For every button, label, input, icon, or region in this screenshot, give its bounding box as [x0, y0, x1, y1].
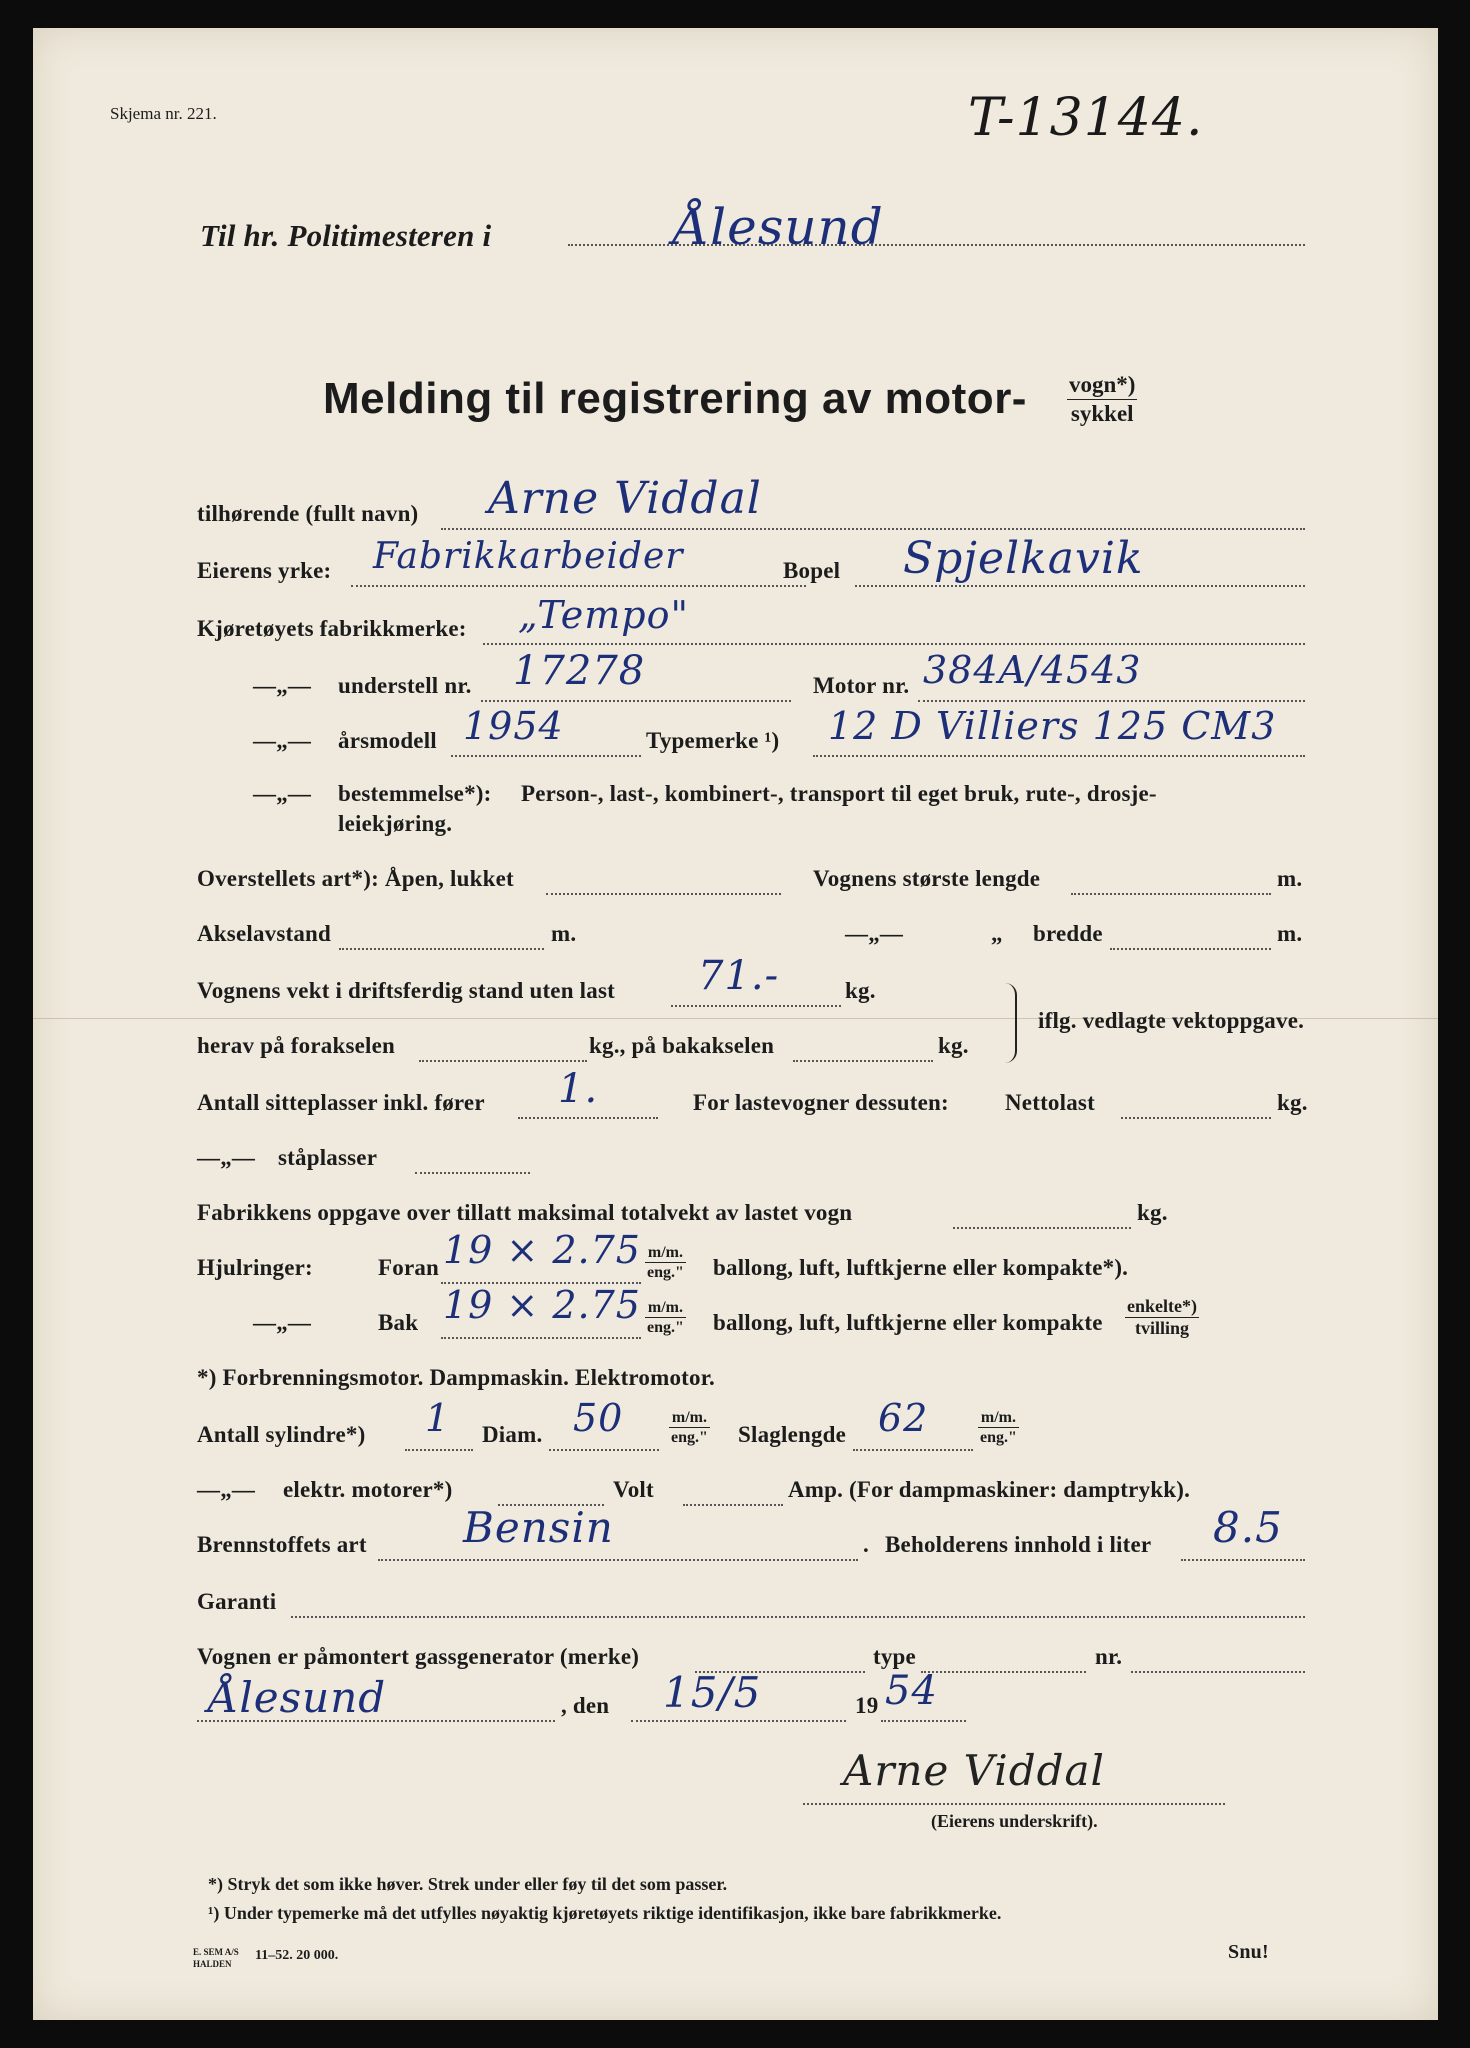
year-label: årsmodell [338, 728, 437, 753]
tyres-rear-unit: m/m. eng." [647, 1299, 684, 1336]
signature-caption: (Eierens underskrift). [931, 1811, 1098, 1831]
stroke-label: Slaglengde [738, 1422, 847, 1447]
length-label: Vognens største lengde [813, 866, 1041, 891]
gas-type-label: type [873, 1644, 916, 1669]
type-label: Typemerke ¹) [646, 728, 780, 753]
wheelbase-line [339, 948, 544, 950]
stroke-line [853, 1449, 973, 1451]
cylinders-value: 1 [425, 1396, 451, 1440]
seats-line [518, 1117, 658, 1119]
standing-dash: —„— [197, 1145, 256, 1170]
occupation-line [351, 585, 806, 587]
guarantee-line [291, 1616, 1305, 1618]
max-weight-line [953, 1227, 1131, 1229]
standing-line [415, 1172, 530, 1174]
addressee-value: Ålesund [673, 198, 884, 256]
owner-value: Arne Viddal [488, 473, 762, 524]
chassis-dash: —„— [253, 673, 312, 698]
title-fraction: vogn*) sykkel [1069, 372, 1136, 426]
addressee-label: Til hr. Politimesteren i [200, 218, 492, 253]
cylinders-label: Antall sylindre*) [197, 1422, 366, 1447]
wheelbase-label: Akselavstand [197, 921, 332, 946]
electric-label: elektr. motorer*) [283, 1477, 453, 1502]
year-value: 1954 [463, 704, 564, 748]
residence-label: Bopel [783, 558, 841, 583]
chassis-line [481, 700, 791, 702]
engine-types: *) Forbrenningsmotor. Dampmaskin. Elektromotor. [197, 1365, 715, 1390]
residence-line [855, 585, 1305, 587]
seats-label: Antall sitteplasser inkl. fører [197, 1090, 485, 1115]
cylinders-line [405, 1449, 473, 1451]
weight-line [671, 1005, 841, 1007]
tyres-front-value: 19 × 2.75 [443, 1228, 641, 1272]
tyres-label: Hjulringer: [197, 1255, 313, 1280]
type-line [813, 755, 1305, 757]
volt-label: Volt [613, 1477, 654, 1502]
weight-brace [1001, 983, 1017, 1063]
tank-line [1181, 1559, 1305, 1561]
owner-signature: Arne Viddal [843, 1746, 1105, 1795]
rear-axle-label: kg., på bakakselen [589, 1033, 775, 1058]
wheelbase-unit: m. [551, 921, 577, 946]
body-type-line [546, 893, 781, 895]
form-paper [33, 28, 1438, 2020]
fuel-value: Bensin [463, 1503, 614, 1552]
motor-label: Motor nr. [813, 673, 910, 698]
make-value: „Tempo" [518, 593, 689, 637]
chassis-label: understell nr. [338, 673, 472, 698]
front-axle-label: herav på forakselen [197, 1033, 396, 1058]
tyres-rear-label: Bak [378, 1310, 419, 1335]
signature-line [803, 1803, 1225, 1805]
stroke-value: 62 [878, 1396, 929, 1440]
width-label: bredde [1033, 921, 1103, 946]
date-line [631, 1720, 846, 1722]
payload-line [1121, 1117, 1271, 1119]
payload-unit: kg. [1277, 1090, 1308, 1115]
motor-line [918, 700, 1305, 702]
owner-label: tilhørende (fullt navn) [197, 501, 419, 526]
body-type-label: Overstellets art*): Åpen, lukket [197, 866, 514, 891]
gas-label: Vognen er påmontert gassgenerator (merke) [197, 1644, 640, 1669]
chassis-value: 17278 [513, 648, 646, 694]
make-label: Kjøretøyets fabrikkmerke: [197, 616, 467, 641]
diam-unit: m/m. eng." [671, 1409, 708, 1446]
date-label: , den [561, 1693, 610, 1718]
tyres-rear-line [441, 1337, 641, 1339]
occupation-label: Eierens yrke: [197, 558, 332, 583]
front-axle-line [419, 1060, 587, 1062]
footnote-1: *) Stryk det som ikke høver. Strek under eller føy til det som passer. [208, 1874, 728, 1894]
tyres-rear-value: 19 × 2.75 [443, 1283, 641, 1327]
purpose-options-cont: leiekjøring. [338, 811, 453, 836]
trucks-label: For lastevogner dessuten: [693, 1090, 949, 1115]
gas-no-label: nr. [1095, 1644, 1123, 1669]
tyres-front-types: ballong, luft, luftkjerne eller kompakte*). [713, 1255, 1129, 1280]
footnote-2: ¹) Under typemerke må det utfylles nøyaktig kjøretøyets riktige identifikasjon, ikke bare fabrikkmerke. [208, 1903, 1002, 1923]
weight-label: Vognens vekt i driftsferdig stand uten last [197, 978, 615, 1003]
printer-mark: E. SEM A/S HALDEN [193, 1947, 239, 1969]
turn-over: Snu! [1228, 1941, 1269, 1963]
electric-dash: —„— [197, 1477, 256, 1502]
width-ditto: „ [991, 921, 1003, 946]
date-value: 15/5 [663, 1668, 762, 1717]
max-weight-label: Fabrikkens oppgave over tillatt maksimal totalvekt av lastet vogn [197, 1200, 853, 1225]
motor-value: 384A/4543 [923, 648, 1142, 692]
length-line [1071, 893, 1271, 895]
print-run: 11–52. 20 000. [255, 1948, 339, 1963]
year-prefix: 19 [855, 1693, 879, 1718]
amp-label: Amp. (For dampmaskiner: damptrykk). [788, 1477, 1191, 1502]
width-unit: m. [1277, 921, 1303, 946]
occupation-value: Fabrikkarbeider [373, 536, 684, 577]
owner-line [441, 528, 1305, 530]
tyres-rear-dash: —„— [253, 1310, 312, 1335]
rear-axle-line [793, 1060, 933, 1062]
tyres-front-label: Foran [378, 1255, 440, 1280]
purpose-dash: —„— [253, 781, 312, 806]
weight-value: 71.- [698, 953, 780, 999]
length-unit: m. [1277, 866, 1303, 891]
weight-unit: kg. [845, 978, 876, 1003]
purpose-label: bestemmelse*): [338, 781, 492, 806]
form-title: Melding til registrering av motor- [323, 374, 1027, 423]
year-suffix: 54 [885, 1668, 938, 1714]
fuel-line [378, 1559, 858, 1561]
type-value: 12 D Villiers 125 CM3 [828, 704, 1277, 748]
gas-no-line [1131, 1671, 1305, 1673]
sign-year-line [881, 1720, 966, 1722]
diam-line [549, 1449, 659, 1451]
fuel-sep: . [863, 1532, 869, 1557]
tank-label: Beholderens innhold i liter [885, 1532, 1152, 1557]
tyres-rear-single: enkelte*) tvilling [1127, 1296, 1197, 1338]
max-weight-unit: kg. [1137, 1200, 1168, 1225]
gas-type-line [921, 1671, 1086, 1673]
rear-axle-unit: kg. [938, 1033, 969, 1058]
residence-value: Spjelkavik [903, 533, 1144, 584]
purpose-options: Person-, last-, kombinert-, transport til eget bruk, rute-, drosje- [521, 781, 1157, 806]
tyres-rear-types: ballong, luft, luftkjerne eller kompakte [713, 1310, 1103, 1335]
stamp-number: T-13144. [968, 88, 1204, 148]
place-value: Ålesund [208, 1673, 387, 1722]
stroke-unit: m/m. eng." [980, 1409, 1017, 1446]
make-line [483, 643, 1305, 645]
tyres-front-unit: m/m. eng." [647, 1244, 684, 1281]
year-dash: —„— [253, 728, 312, 753]
weight-note: iflg. vedlagte vektoppgave. [1038, 1008, 1305, 1033]
width-dash: —„— [845, 921, 904, 946]
year-line [451, 755, 641, 757]
seats-value: 1. [558, 1066, 599, 1112]
fuel-label: Brennstoffets art [197, 1532, 367, 1557]
form-number: Skjema nr. 221. [110, 104, 217, 123]
guarantee-label: Garanti [197, 1589, 277, 1614]
tank-value: 8.5 [1213, 1503, 1283, 1552]
diam-value: 50 [573, 1396, 624, 1440]
standing-label: ståplasser [278, 1145, 378, 1170]
diam-label: Diam. [482, 1422, 543, 1447]
width-line [1110, 948, 1271, 950]
payload-label: Nettolast [1005, 1090, 1095, 1115]
volt-line [683, 1504, 783, 1506]
